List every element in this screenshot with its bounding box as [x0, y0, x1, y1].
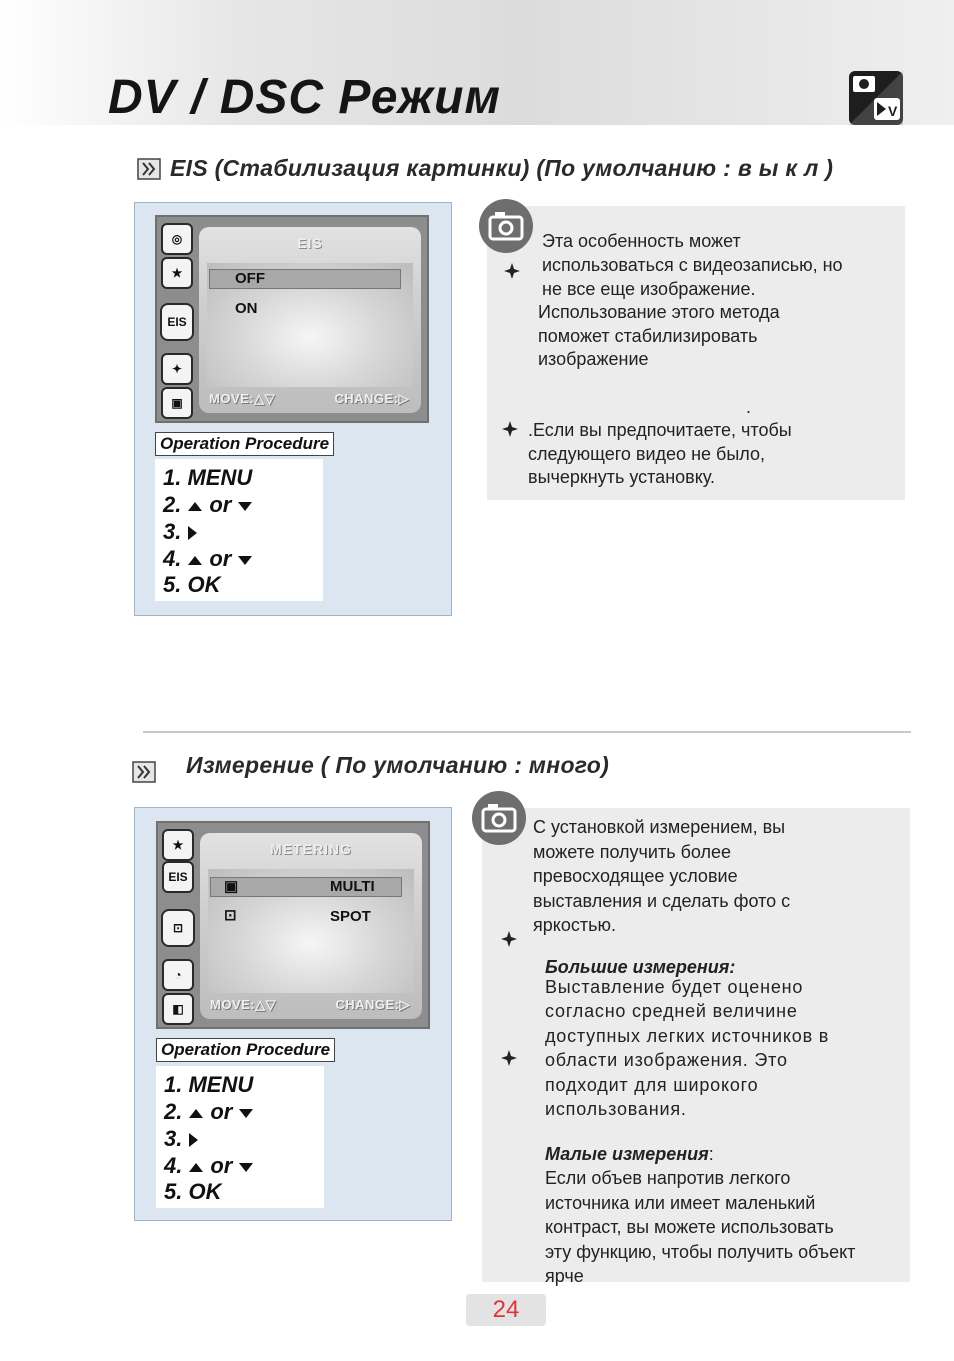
metering-info-line: превосходящее условие [533, 866, 738, 886]
step-4: 4. or [164, 1153, 260, 1179]
eis-info-line: не все еще изображение. [542, 279, 756, 299]
step-1: 1. MENU [164, 1072, 254, 1097]
eis-info-line: вычеркнуть установку. [528, 467, 715, 487]
svg-text:V: V [888, 103, 898, 119]
eis-info-line: использоваться с видеозаписью, но [542, 255, 843, 275]
step-4: 4. or [163, 546, 259, 572]
metering-info-line: яркостью. [533, 915, 616, 935]
section-divider [143, 731, 911, 733]
page-title: DV / DSC Режим [108, 71, 501, 124]
bullet-star-icon [504, 263, 520, 279]
backlight-icon: ◧ [162, 993, 194, 1025]
eis-menu [199, 227, 421, 413]
option-multi[interactable]: MULTI [330, 878, 375, 895]
move-hint: MOVE:△▽ [210, 997, 277, 1012]
menu-title: METERING [270, 841, 352, 857]
operation-procedure-title: Operation Procedure [156, 1038, 335, 1062]
effect-icon: ★ [162, 829, 194, 861]
step-5: 5. OK [164, 1179, 222, 1204]
eis-icon: EIS [162, 861, 194, 893]
metering-info-line: использования. [545, 1099, 687, 1119]
spot-metering-icon: ⊡ [224, 907, 237, 924]
step-2: 2. or [163, 492, 259, 518]
bullet-star-icon [502, 421, 518, 437]
page-number: 24 [466, 1294, 546, 1326]
step-3: 3. [163, 519, 204, 545]
eis-info-line: Использование этого метода [538, 302, 780, 322]
right-arrow-icon [188, 526, 197, 540]
metering-info-line: эту функцию, чтобы получить объект [545, 1242, 856, 1262]
scene-icon: ◎ [161, 223, 193, 255]
operation-steps [155, 459, 323, 601]
down-arrow-icon [239, 1163, 253, 1172]
metering-info-line: Выставление будет оценено [545, 977, 804, 997]
metering-info-line: выставления и сделать фото с [533, 891, 791, 911]
stray-dot: . [746, 397, 752, 417]
operation-steps [156, 1066, 324, 1208]
multi-metering-icon: ▣ [224, 878, 239, 895]
metering-info-line: ярче [545, 1266, 584, 1286]
up-arrow-icon [189, 1109, 203, 1118]
step-1: 1. MENU [163, 465, 253, 490]
big-metering-title: Большие измерения: [545, 957, 736, 977]
metering-info-line: Если объев напротив легкого [545, 1168, 791, 1188]
eis-info-line: изображение [538, 349, 649, 369]
eis-info-line: поможет стабилизировать [538, 326, 758, 346]
section-title-eis: EIS (Стабилизация картинки) (По умолчанию : в ы к л ) [170, 155, 834, 181]
effect-icon: ★ [161, 257, 193, 289]
step-2: 2. or [164, 1099, 260, 1125]
operation-procedure-title: Operation Procedure [155, 432, 334, 456]
camera-screen-eis [155, 215, 429, 423]
down-arrow-icon [238, 556, 252, 565]
down-arrow-icon [239, 1109, 253, 1118]
eis-info-line: Эта особенность может [542, 231, 741, 251]
menu-title: EIS [297, 235, 323, 251]
right-arrow-icon [189, 1133, 198, 1147]
section-marker-icon [137, 158, 161, 180]
move-hint: MOVE:△▽ [209, 391, 276, 406]
self-timer-icon: ◔ [162, 959, 194, 991]
camera-video-icon [848, 70, 904, 126]
eis-info-line: .Если вы предпочитаете, чтобы [528, 420, 792, 440]
white-balance-icon: ✦ [161, 353, 193, 385]
option-spot[interactable]: SPOT [330, 908, 371, 925]
metering-menu [200, 833, 422, 1019]
lcd-panel-eis [134, 202, 452, 616]
eis-icon: EIS [160, 303, 194, 341]
step-5: 5. OK [163, 572, 221, 597]
metering-info-line: согласно средней величине [545, 1001, 798, 1021]
option-off[interactable]: OFF [235, 270, 265, 287]
camera-screen-metering [156, 821, 430, 1029]
metering-info-line: можете получить более [533, 842, 732, 862]
metering-info-line: контраст, вы можете использовать [545, 1217, 834, 1237]
small-metering-title: Малые измерения: [545, 1144, 714, 1164]
change-hint: CHANGE:▷ [335, 997, 410, 1012]
option-on[interactable]: ON [235, 300, 258, 317]
metering-info-line: С установкой измерением, вы [533, 817, 786, 837]
up-arrow-icon [188, 556, 202, 565]
bullet-star-icon [501, 1050, 517, 1066]
down-arrow-icon [238, 502, 252, 511]
bullet-star-icon [501, 931, 517, 947]
up-arrow-icon [189, 1163, 203, 1172]
metering-info-line: области изображения. Это [545, 1050, 788, 1070]
eis-info-line: следующего видео не было, [528, 444, 765, 464]
video-icon: ▣ [161, 387, 193, 419]
camera-icon [471, 790, 527, 846]
metering-icon: ⊡ [161, 909, 195, 947]
metering-info-line: источника или имеет маленький [545, 1193, 816, 1213]
lcd-panel-metering [134, 807, 452, 1221]
section-title-metering: Измерение ( По умолчанию : много) [186, 752, 610, 778]
metering-info-line: подходит для широкого [545, 1075, 759, 1095]
change-hint: CHANGE:▷ [334, 391, 409, 406]
camera-icon [478, 198, 534, 254]
section-marker-icon [132, 761, 156, 783]
metering-info-line: доступных легких источников в [545, 1026, 830, 1046]
up-arrow-icon [188, 502, 202, 511]
step-3: 3. [164, 1126, 205, 1152]
